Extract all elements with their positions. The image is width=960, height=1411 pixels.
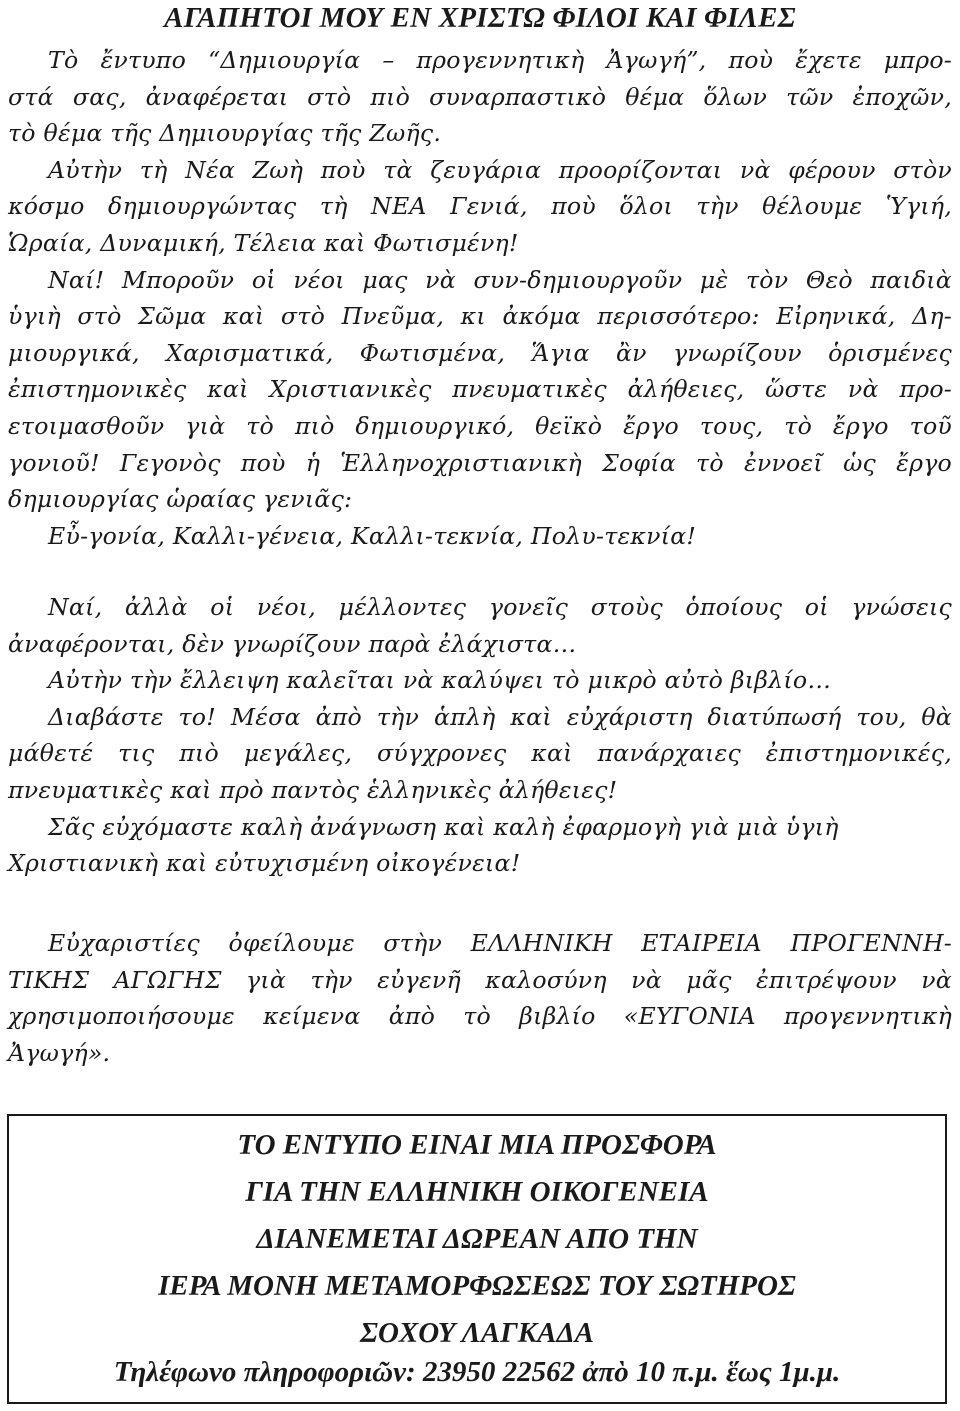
box-line-offer: ΤΟ ΕΝΤΥΠΟ ΕΙΝΑΙ ΜΙΑ ΠΡΟΣΦΟΡΑ (237, 1129, 717, 1161)
box-line-family: ΓΙΑ ΤΗΝ ΕΛΛΗΝΙΚΗ ΟΙΚΟΓΕΝΕΙΑ (245, 1176, 709, 1208)
text-line: χρησιμοποιήσουμε κείμενα ἀπὸ τὸ βιβλίο «ΕΥΓΟΝΙΑ προγεννητικὴ (8, 1002, 952, 1031)
text-line: Ναί! Μποροῦν οἱ νέοι μας νὰ συν-δημιουργοῦν μὲ τὸν Θεὸ παιδιὰ (48, 265, 952, 294)
text-line: μάθετέ τις πιὸ μεγάλες, σύγχρονες καὶ πανάρχαιες ἐπιστημονικές, (8, 739, 952, 768)
text-line: Αὐτὴν τὴν ἔλλειψη καλεῖται νὰ καλύψει τὸ μικρὸ αὐτὸ βιβλίο… (48, 666, 832, 695)
text-line: ἀναφέρονται, δὲν γνωρίζουν παρὰ ἐλάχιστα… (8, 629, 577, 658)
text-line: Εὖ-γονία, Καλλι-γένεια, Καλλι-τεκνία, Πολυ-τεκνία! (48, 521, 697, 550)
box-line-free-distribution: ΔΙΑΝΕΜΕΤΑΙ ΔΩΡΕΑΝ ΑΠΟ ΤΗΝ (256, 1223, 698, 1255)
text-line: Αὐτὴν τὴ Νέα Ζωὴ ποὺ τὰ ζευγάρια προορίζονται νὰ φέρουν στὸν (48, 155, 952, 184)
box-line-phone: Τηλέφωνο πληροφοριῶν: 23950 22562 ἀπὸ 10 π.μ. ἕως 1μ.μ. (113, 1356, 841, 1388)
text-line: Σᾶς εὐχόμαστε καλὴ ἀνάγνωση καὶ καλὴ ἐφαρμογὴ γιὰ μιὰ ὑγιὴ (48, 812, 839, 841)
text-line: Ναί, ἀλλὰ οἱ νέοι, μέλλοντες γονεῖς στοὺς ὁποίους οἱ γνώσεις (48, 593, 952, 621)
text-line: ΤΙΚΗΣ ΑΓΩΓΗΣ γιὰ τὴν εὐγενῆ καλοσύνη νὰ μᾶς ἐπιτρέψουν νὰ (8, 965, 952, 994)
text-line: τὸ θέμα τῆς Δημιουργίας τῆς Ζωῆς. (8, 119, 442, 148)
text-line: Διαβάστε το! Μέσα ἀπὸ τὴν ἁπλὴ καὶ εὐχάριστη διατύπωσή του, θὰ (48, 702, 952, 731)
text-line: στά σας, ἀναφέρεται στὸ πιὸ συναρπαστικὸ θέμα ὅλων τῶν ἐποχῶν, (8, 82, 952, 111)
text-line: Ἀγωγή». (8, 1038, 111, 1067)
box-line-location: ΣΟΧΟΥ ΛΑΓΚΑΔΑ (359, 1317, 594, 1349)
text-line: Εὐχαριστίες ὀφείλουμε στὴν ΕΛΛΗΝΙΚΗ ΕΤΑΙΡΕΙΑ ΠΡΟΓΕΝΝΗ- (48, 929, 952, 957)
text-line: ετοιμασθοῦν γιὰ τὸ πιὸ δημιουργικό, θεϊκὸ ἔργο τους, τὸ ἔργο τοῦ (8, 411, 952, 440)
box-line-monastery: ΙΕΡΑ ΜΟΝΗ ΜΕΤΑΜΟΡΦΩΣΕΩΣ ΤΟΥ ΣΩΤΗΡΟΣ (158, 1270, 796, 1302)
intro-section (8, 42, 952, 554)
page-title: ΑΓΑΠΗΤΟΙ ΜΟΥ ΕΝ ΧΡΙΣΤΩ ΦΙΛΟΙ ΚΑΙ ΦΙΛΕΣ (164, 2, 796, 34)
text-line: κόσμο δημιουργώντας τὴ ΝΕΑ Γενιά, ποὺ ὅλοι τὴν θέλουμε Ὑγιή, (8, 192, 952, 221)
text-line: ἐπιστημονικὲς καὶ Χριστιανικὲς πνευματικὲς ἀλήθειες, ὥστε νὰ προ- (8, 375, 952, 404)
text-line: ὑγιὴ στὸ Σῶμα καὶ στὸ Πνεῦμα, κι ἀκόμα περισσότερο: Εἰρηνικά, Δη- (8, 302, 952, 331)
text-line: πνευματικὲς καὶ πρὸ παντὸς ἑλληνικὲς ἀλήθειες! (8, 775, 618, 804)
text-line: Χριστιανικὴ καὶ εὐτυχισμένη οἰκογένεια! (8, 849, 521, 878)
distribution-info-box (7, 1114, 947, 1404)
text-line: Τὸ ἔντυπο “Δημιουργία – προγεννητικὴ Ἀγωγή”, ποὺ ἔχετε μπρο- (48, 46, 952, 74)
acknowledgements-section (8, 925, 952, 1071)
reading-section (8, 589, 952, 882)
text-line: Ὡραία, Δυναμική, Τέλεια καὶ Φωτισμένη! (8, 228, 519, 257)
text-line: μιουργικά, Χαρισματικά, Φωτισμένα, Ἅγια ἂν γνωρίζουν ὁρισμένες (8, 338, 952, 367)
text-line: δημιουργίας ὡραίας γενιᾶς: (8, 485, 353, 514)
text-line: γονιοῦ! Γεγονὸς ποὺ ἡ Ἑλληνοχριστιανικὴ Σοφία τὸ ἐννοεῖ ὡς ἔργο (8, 448, 952, 477)
